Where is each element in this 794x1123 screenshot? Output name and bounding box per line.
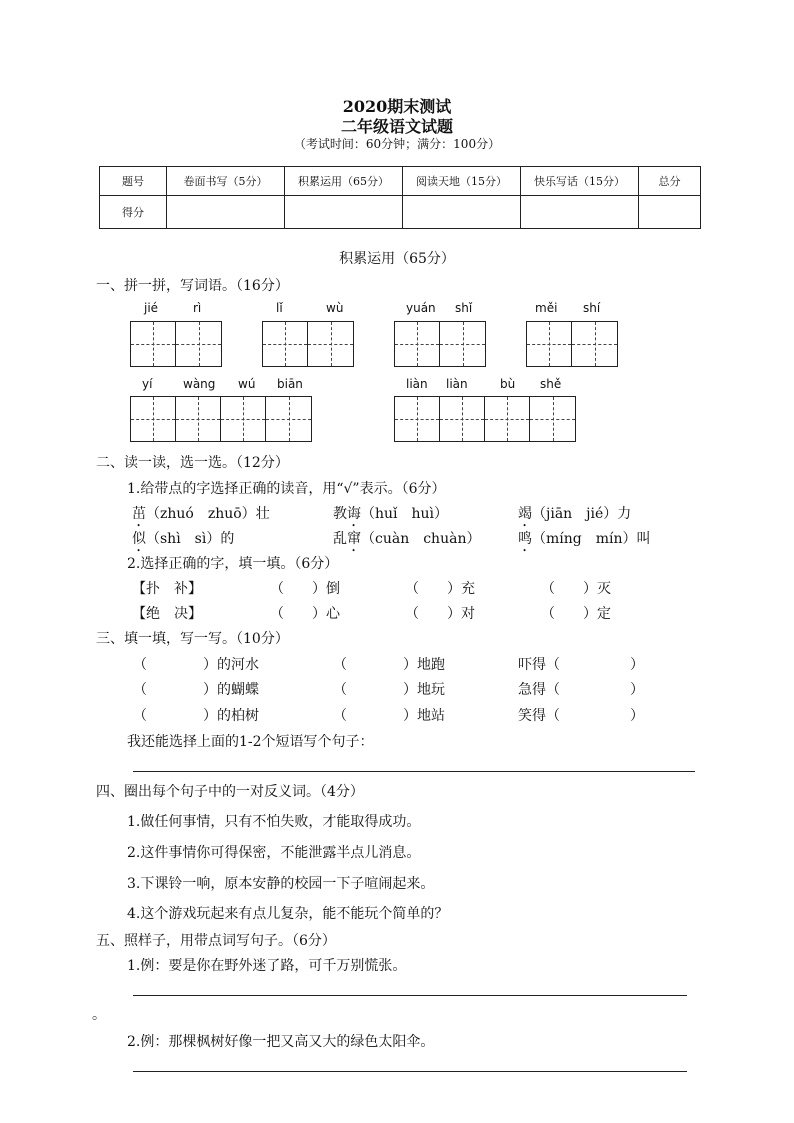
pinyin-label: jié xyxy=(144,301,159,315)
grid-cell[interactable] xyxy=(440,397,485,441)
fill-blank[interactable]: （ ）心 xyxy=(270,606,340,622)
grid-cell[interactable] xyxy=(395,397,440,441)
period-mark: 。 xyxy=(92,1007,106,1023)
pinyin-options[interactable]: （zhuó zhuō） xyxy=(146,506,256,522)
word-prefix: 教 xyxy=(333,506,347,522)
q3-title: 三、填一填，写一写。（10分） xyxy=(96,631,289,647)
score-input-cell[interactable] xyxy=(167,196,285,229)
score-row-label: 得分 xyxy=(100,196,167,229)
writing-grid[interactable] xyxy=(394,396,576,442)
reading-item xyxy=(132,503,270,530)
pinyin-label: shǐ xyxy=(455,301,473,315)
pinyin-options[interactable]: （huǐ huì） xyxy=(361,506,449,522)
q2-sub1: 1.给带点的字选择正确的读音，用“√”表示。（6分） xyxy=(127,481,446,497)
example-sentence-1: 1.例：要是你在野外迷了路，可千万别慌张。 xyxy=(127,958,407,974)
reading-item xyxy=(518,503,631,530)
reading-item xyxy=(333,503,448,530)
answer-line[interactable] xyxy=(133,771,695,772)
fill-phrase[interactable]: （ ）的柏树 xyxy=(133,708,259,724)
fill-phrase[interactable]: 急得（ ） xyxy=(518,682,644,698)
antonym-sentence[interactable]: 4.这个游戏玩起来有点儿复杂，能不能玩个简单的？ xyxy=(127,906,449,922)
pinyin-label: měi xyxy=(535,301,558,315)
dotted-char: 窜 xyxy=(347,531,361,547)
section-title: 积累运用（65分） xyxy=(339,251,455,267)
pinyin-label: biān xyxy=(277,377,303,391)
word-suffix: 叫 xyxy=(636,531,651,547)
grid-cell[interactable] xyxy=(527,322,572,366)
score-table-score-row xyxy=(100,196,701,229)
score-table xyxy=(99,166,701,229)
pinyin-label: liàn xyxy=(406,377,428,391)
char-choice-label: 【绝 决】 xyxy=(132,606,202,622)
pinyin-options[interactable]: （cuàn chuàn） xyxy=(361,531,481,547)
fill-phrase[interactable]: 吓得（ ） xyxy=(518,657,644,673)
pinyin-label: wú xyxy=(238,377,256,391)
grid-cell[interactable] xyxy=(266,397,311,441)
grid-cell[interactable] xyxy=(530,397,575,441)
writing-grid[interactable] xyxy=(526,321,618,367)
writing-grid[interactable] xyxy=(262,321,354,367)
fill-blank[interactable]: （ ）对 xyxy=(405,606,475,622)
reading-item xyxy=(132,528,234,555)
antonym-sentence[interactable]: 3.下课铃一响，原本安静的校园一下子喧闹起来。 xyxy=(127,876,435,892)
pinyin-label: yí xyxy=(142,377,153,391)
example-sentence-2: 2.例：那棵枫树好像一把又高又大的绿色太阳伞。 xyxy=(127,1034,435,1050)
answer-line[interactable] xyxy=(133,995,687,996)
score-header-cell: 积累运用（65分） xyxy=(285,167,403,196)
grid-cell[interactable] xyxy=(395,322,440,366)
fill-blank[interactable]: （ ）定 xyxy=(541,606,611,622)
grid-cell[interactable] xyxy=(176,322,221,366)
pinyin-label: wàng xyxy=(183,377,216,391)
grid-cell[interactable] xyxy=(131,397,176,441)
writing-grid[interactable] xyxy=(394,321,486,367)
word-suffix: 的 xyxy=(220,531,235,547)
fill-phrase[interactable]: （ ）的蝴蝶 xyxy=(133,682,259,698)
reading-item xyxy=(333,528,480,555)
word-suffix: 力 xyxy=(617,506,632,522)
pinyin-label: lǐ xyxy=(276,301,283,315)
pinyin-options[interactable]: （jiān jié） xyxy=(532,506,618,522)
score-table-header-row xyxy=(100,167,701,196)
fill-phrase[interactable]: （ ）地跑 xyxy=(333,657,445,673)
q5-title: 五、照样子，用带点词写句子。（6分） xyxy=(96,933,336,949)
reading-item xyxy=(518,528,651,555)
grid-cell[interactable] xyxy=(572,322,617,366)
grid-cell[interactable] xyxy=(131,322,176,366)
pinyin-label: shí xyxy=(583,301,601,315)
word-prefix: 乱 xyxy=(333,531,347,547)
score-header-cell: 总分 xyxy=(639,167,701,196)
score-input-cell[interactable] xyxy=(521,196,639,229)
exam-title: 2020期末测试 xyxy=(342,97,452,116)
dotted-char: 茁 xyxy=(132,506,146,522)
writing-grid[interactable] xyxy=(130,396,312,442)
q3-prompt: 我还能选择上面的1-2个短语写个句子： xyxy=(127,734,374,750)
fill-blank[interactable]: （ ）灭 xyxy=(541,581,611,597)
score-input-cell[interactable] xyxy=(285,196,403,229)
q2-sub2: 2.选择正确的字，填一填。（6分） xyxy=(127,556,339,572)
antonym-sentence[interactable]: 1.做任何事情，只有不怕失败，才能取得成功。 xyxy=(127,814,421,830)
q2-title: 二、读一读，选一选。（12分） xyxy=(96,455,289,471)
score-header-cell: 题号 xyxy=(100,167,167,196)
q1-title: 一、拼一拼，写词语。（16分） xyxy=(96,278,289,294)
pinyin-options[interactable]: （shì sì） xyxy=(146,531,221,547)
grid-cell[interactable] xyxy=(485,397,530,441)
answer-line[interactable] xyxy=(133,1071,687,1072)
score-header-cell: 阅读天地（15分） xyxy=(403,167,521,196)
writing-grid[interactable] xyxy=(130,321,222,367)
fill-phrase[interactable]: （ ）地站 xyxy=(333,708,445,724)
grid-cell[interactable] xyxy=(440,322,485,366)
score-header-cell: 卷面书写（5分） xyxy=(167,167,285,196)
score-input-cell[interactable] xyxy=(403,196,521,229)
exam-info: （考试时间：60分钟；满分：100分） xyxy=(293,137,501,151)
grid-cell[interactable] xyxy=(176,397,221,441)
grid-cell[interactable] xyxy=(263,322,308,366)
fill-phrase[interactable]: （ ）地玩 xyxy=(333,682,445,698)
pinyin-label: liàn xyxy=(446,377,468,391)
dotted-char: 似 xyxy=(132,531,146,547)
fill-phrase[interactable]: 笑得（ ） xyxy=(518,708,644,724)
score-header-cell: 快乐写话（15分） xyxy=(521,167,639,196)
grid-cell[interactable] xyxy=(221,397,266,441)
pinyin-label: yuán xyxy=(406,301,436,315)
dotted-char: 鸣 xyxy=(518,531,532,547)
fill-phrase[interactable]: （ ）的河水 xyxy=(133,657,259,673)
word-suffix: 壮 xyxy=(255,506,270,522)
char-choice-label: 【扑 补】 xyxy=(132,581,202,597)
q4-title: 四、圈出每个句子中的一对反义词。（4分） xyxy=(96,784,364,800)
dotted-char: 诲 xyxy=(347,506,361,522)
fill-blank[interactable]: （ ）倒 xyxy=(270,581,340,597)
pinyin-label: rì xyxy=(193,301,202,315)
pinyin-label: wù xyxy=(326,301,344,315)
pinyin-label: bù xyxy=(500,377,516,391)
pinyin-label: shě xyxy=(540,377,562,391)
dotted-char: 竭 xyxy=(518,506,532,522)
fill-blank[interactable]: （ ）充 xyxy=(405,581,475,597)
antonym-sentence[interactable]: 2.这件事情你可得保密，不能泄露半点儿消息。 xyxy=(127,845,421,861)
pinyin-options[interactable]: （míng mín） xyxy=(532,531,637,547)
exam-subtitle: 二年级语文试题 xyxy=(340,117,453,136)
score-input-cell[interactable] xyxy=(639,196,701,229)
grid-cell[interactable] xyxy=(308,322,353,366)
